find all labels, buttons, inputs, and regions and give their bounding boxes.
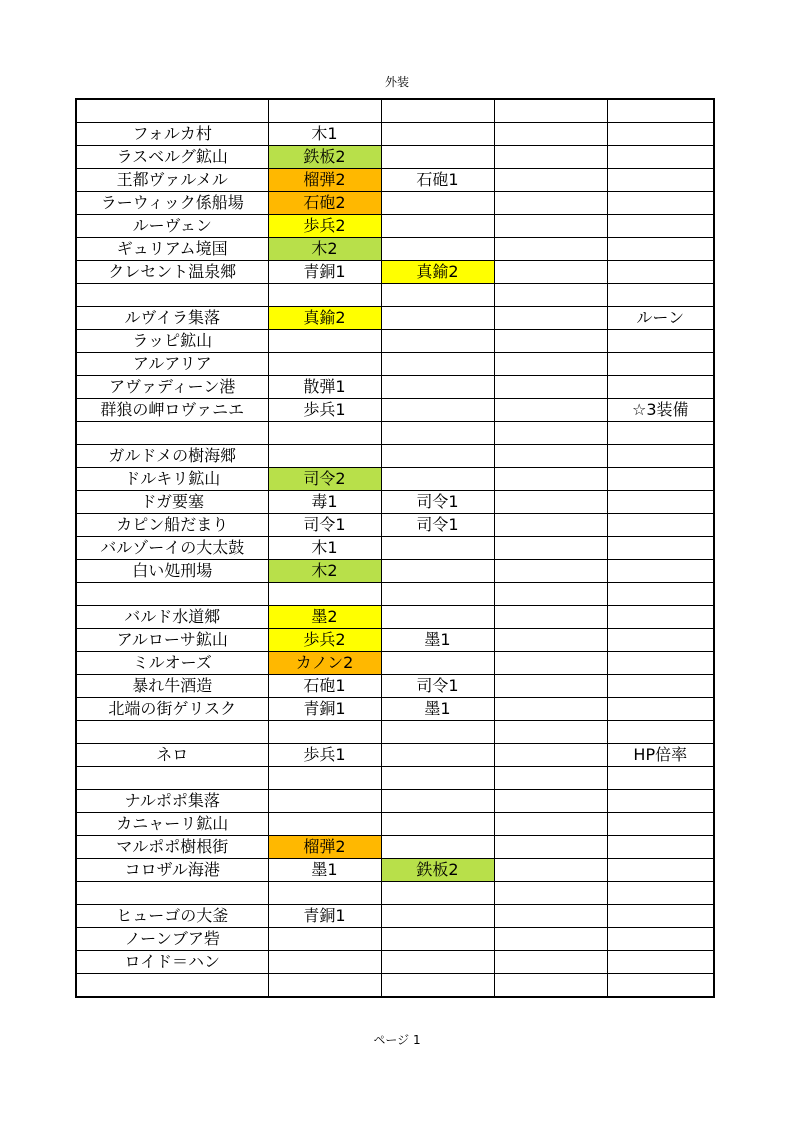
material-cell[interactable] xyxy=(268,721,381,744)
material-cell[interactable] xyxy=(607,330,714,353)
material-cell[interactable]: 木1 xyxy=(268,123,381,146)
material-cell[interactable] xyxy=(607,560,714,583)
table-row xyxy=(76,905,714,928)
location-cell[interactable]: ラッピ鉱山 xyxy=(76,330,268,353)
material-cell[interactable] xyxy=(494,514,607,537)
material-cell[interactable] xyxy=(607,583,714,606)
material-cell[interactable] xyxy=(494,905,607,928)
table-row xyxy=(76,146,714,169)
material-cell[interactable] xyxy=(381,146,494,169)
material-cell[interactable] xyxy=(607,767,714,790)
material-cell[interactable]: ☆3装備 xyxy=(607,399,714,422)
location-cell[interactable]: 王都ヴァルメル xyxy=(76,169,268,192)
material-cell[interactable]: 墨2 xyxy=(268,606,381,629)
material-cell[interactable] xyxy=(381,422,494,445)
table-row xyxy=(76,928,714,951)
table-row xyxy=(76,445,714,468)
table-row xyxy=(76,468,714,491)
table-row xyxy=(76,606,714,629)
material-cell[interactable]: 墨1 xyxy=(381,698,494,721)
material-cell[interactable] xyxy=(607,146,714,169)
material-cell[interactable] xyxy=(494,192,607,215)
material-cell[interactable] xyxy=(494,284,607,307)
material-cell[interactable] xyxy=(268,790,381,813)
material-cell[interactable] xyxy=(268,583,381,606)
material-cell[interactable] xyxy=(494,468,607,491)
material-cell[interactable] xyxy=(494,445,607,468)
table-row xyxy=(76,744,714,767)
material-cell[interactable] xyxy=(381,284,494,307)
location-cell[interactable] xyxy=(76,882,268,905)
material-cell[interactable] xyxy=(607,721,714,744)
location-cell[interactable]: ロイド＝ハン xyxy=(76,951,268,974)
material-cell[interactable] xyxy=(494,859,607,882)
material-cell[interactable] xyxy=(494,99,607,123)
material-cell[interactable]: ルーン xyxy=(607,307,714,330)
material-cell[interactable] xyxy=(381,330,494,353)
material-cell[interactable] xyxy=(268,951,381,974)
material-cell[interactable] xyxy=(494,583,607,606)
table-row xyxy=(76,698,714,721)
material-cell[interactable]: 榴弾2 xyxy=(268,836,381,859)
material-cell[interactable]: 司令1 xyxy=(381,675,494,698)
material-cell[interactable] xyxy=(268,330,381,353)
material-cell[interactable] xyxy=(381,238,494,261)
material-cell[interactable]: 石砲1 xyxy=(268,675,381,698)
material-cell[interactable] xyxy=(381,445,494,468)
location-cell[interactable]: アヴァディーン港 xyxy=(76,376,268,399)
material-cell[interactable] xyxy=(494,353,607,376)
material-cell[interactable]: 鉄板2 xyxy=(268,146,381,169)
location-cell[interactable] xyxy=(76,583,268,606)
material-cell[interactable] xyxy=(381,99,494,123)
material-cell[interactable]: 歩兵1 xyxy=(268,744,381,767)
material-cell[interactable] xyxy=(268,99,381,123)
material-cell[interactable] xyxy=(607,238,714,261)
table-row xyxy=(76,376,714,399)
material-cell[interactable] xyxy=(494,629,607,652)
material-cell[interactable] xyxy=(494,698,607,721)
material-cell[interactable] xyxy=(381,537,494,560)
location-cell[interactable]: ドガ要塞 xyxy=(76,491,268,514)
material-cell[interactable]: 石砲2 xyxy=(268,192,381,215)
location-cell[interactable]: 白い処刑場 xyxy=(76,560,268,583)
material-cell[interactable] xyxy=(381,652,494,675)
location-cell[interactable]: ヒューゴの大釜 xyxy=(76,905,268,928)
material-cell[interactable]: 真鍮2 xyxy=(268,307,381,330)
table-row xyxy=(76,721,714,744)
table-row xyxy=(76,813,714,836)
material-cell[interactable] xyxy=(268,928,381,951)
location-cell[interactable]: コロザル海港 xyxy=(76,859,268,882)
material-cell[interactable]: 青銅1 xyxy=(268,905,381,928)
material-cell[interactable] xyxy=(607,629,714,652)
material-cell[interactable]: 墨1 xyxy=(268,859,381,882)
material-cell[interactable] xyxy=(607,215,714,238)
material-cell[interactable] xyxy=(607,123,714,146)
material-cell[interactable] xyxy=(268,284,381,307)
material-cell[interactable]: 鉄板2 xyxy=(381,859,494,882)
material-cell[interactable]: 真鍮2 xyxy=(381,261,494,284)
table-row xyxy=(76,652,714,675)
location-cell[interactable]: ガルドメの樹海郷 xyxy=(76,445,268,468)
material-cell[interactable] xyxy=(268,445,381,468)
material-cell[interactable] xyxy=(268,422,381,445)
table-row xyxy=(76,169,714,192)
material-cell[interactable] xyxy=(381,813,494,836)
page-footer: ページ 1 xyxy=(373,1033,421,1047)
location-cell[interactable] xyxy=(76,974,268,998)
material-cell[interactable] xyxy=(381,606,494,629)
material-cell[interactable]: 木2 xyxy=(268,560,381,583)
material-cell[interactable] xyxy=(494,721,607,744)
location-cell[interactable]: ノーンブア砦 xyxy=(76,928,268,951)
material-cell[interactable] xyxy=(494,491,607,514)
material-cell[interactable] xyxy=(494,261,607,284)
table-row xyxy=(76,675,714,698)
material-cell[interactable] xyxy=(607,790,714,813)
location-cell[interactable]: ネロ xyxy=(76,744,268,767)
table-row xyxy=(76,537,714,560)
location-cell[interactable]: バルド水道郷 xyxy=(76,606,268,629)
location-cell[interactable]: ラーウィック係船場 xyxy=(76,192,268,215)
page-header: 外装 xyxy=(384,75,409,89)
material-cell[interactable] xyxy=(381,974,494,998)
material-cell[interactable] xyxy=(607,169,714,192)
location-cell[interactable]: フォルカ村 xyxy=(76,123,268,146)
material-cell[interactable] xyxy=(607,445,714,468)
material-cell[interactable] xyxy=(607,491,714,514)
material-cell[interactable]: 司令1 xyxy=(268,514,381,537)
material-cell[interactable] xyxy=(607,284,714,307)
material-cell[interactable] xyxy=(268,882,381,905)
material-cell[interactable] xyxy=(607,905,714,928)
table-row xyxy=(76,215,714,238)
table-row xyxy=(76,399,714,422)
table-row xyxy=(76,353,714,376)
material-cell[interactable] xyxy=(607,928,714,951)
material-cell[interactable]: 歩兵2 xyxy=(268,215,381,238)
material-cell[interactable] xyxy=(494,744,607,767)
material-cell[interactable] xyxy=(381,882,494,905)
material-cell[interactable] xyxy=(607,353,714,376)
table-row xyxy=(76,99,714,123)
table-row xyxy=(76,583,714,606)
material-cell[interactable] xyxy=(268,767,381,790)
material-cell[interactable] xyxy=(381,721,494,744)
material-cell[interactable] xyxy=(494,215,607,238)
material-cell[interactable] xyxy=(607,376,714,399)
material-cell[interactable] xyxy=(268,974,381,998)
material-cell[interactable]: カノン2 xyxy=(268,652,381,675)
location-cell[interactable]: ナルポポ集落 xyxy=(76,790,268,813)
material-cell[interactable] xyxy=(268,353,381,376)
material-cell[interactable]: 司令2 xyxy=(268,468,381,491)
material-cell[interactable]: 青銅1 xyxy=(268,698,381,721)
material-cell[interactable] xyxy=(494,652,607,675)
material-cell[interactable] xyxy=(494,307,607,330)
location-cell[interactable] xyxy=(76,99,268,123)
material-cell[interactable] xyxy=(381,790,494,813)
location-cell[interactable]: バルゾーイの大太鼓 xyxy=(76,537,268,560)
material-cell[interactable] xyxy=(607,261,714,284)
material-cell[interactable] xyxy=(607,99,714,123)
material-cell[interactable] xyxy=(381,376,494,399)
location-cell[interactable]: カニャーリ鉱山 xyxy=(76,813,268,836)
location-cell[interactable]: アルローサ鉱山 xyxy=(76,629,268,652)
material-cell[interactable] xyxy=(494,422,607,445)
material-cell[interactable] xyxy=(381,468,494,491)
material-cell[interactable] xyxy=(381,353,494,376)
table-row xyxy=(76,123,714,146)
table-row xyxy=(76,767,714,790)
location-cell[interactable]: ミルオーズ xyxy=(76,652,268,675)
material-cell[interactable] xyxy=(381,123,494,146)
material-cell[interactable] xyxy=(607,951,714,974)
material-cell[interactable] xyxy=(607,537,714,560)
location-cell[interactable] xyxy=(76,767,268,790)
location-cell[interactable]: ギュリアム境国 xyxy=(76,238,268,261)
material-cell[interactable] xyxy=(607,882,714,905)
location-cell[interactable]: 群狼の岬ロヴァニエ xyxy=(76,399,268,422)
material-cell[interactable]: 石砲1 xyxy=(381,169,494,192)
material-cell[interactable] xyxy=(494,974,607,998)
table-row xyxy=(76,951,714,974)
location-cell[interactable]: アルアリア xyxy=(76,353,268,376)
material-cell[interactable]: 歩兵1 xyxy=(268,399,381,422)
material-cell[interactable] xyxy=(607,836,714,859)
material-cell[interactable] xyxy=(494,836,607,859)
material-cell[interactable] xyxy=(381,583,494,606)
material-cell[interactable] xyxy=(494,767,607,790)
material-cell[interactable] xyxy=(607,698,714,721)
material-cell[interactable] xyxy=(381,307,494,330)
table-row xyxy=(76,284,714,307)
material-cell[interactable] xyxy=(494,376,607,399)
material-cell[interactable] xyxy=(494,606,607,629)
material-cell[interactable] xyxy=(494,928,607,951)
location-cell[interactable]: ドルキリ鉱山 xyxy=(76,468,268,491)
material-cell[interactable] xyxy=(494,537,607,560)
material-cell[interactable] xyxy=(381,767,494,790)
material-cell[interactable] xyxy=(607,859,714,882)
material-cell[interactable] xyxy=(494,790,607,813)
material-cell[interactable] xyxy=(381,399,494,422)
material-cell[interactable] xyxy=(494,813,607,836)
location-cell[interactable]: ルヴイラ集落 xyxy=(76,307,268,330)
location-cell[interactable]: 北端の街ゲリスク xyxy=(76,698,268,721)
material-cell[interactable]: 木1 xyxy=(268,537,381,560)
location-cell[interactable]: クレセント温泉郷 xyxy=(76,261,268,284)
material-cell[interactable] xyxy=(381,744,494,767)
material-cell[interactable] xyxy=(268,813,381,836)
material-cell[interactable] xyxy=(494,399,607,422)
location-cell[interactable] xyxy=(76,721,268,744)
spreadsheet-body xyxy=(76,99,714,997)
table-row xyxy=(76,836,714,859)
material-cell[interactable] xyxy=(494,123,607,146)
table-row xyxy=(76,629,714,652)
material-cell[interactable]: HP倍率 xyxy=(607,744,714,767)
spreadsheet-table xyxy=(75,98,715,998)
material-cell[interactable] xyxy=(607,813,714,836)
material-cell[interactable]: 司令1 xyxy=(381,514,494,537)
location-cell[interactable]: ラスベルグ鉱山 xyxy=(76,146,268,169)
table-row xyxy=(76,514,714,537)
material-cell[interactable] xyxy=(607,652,714,675)
material-cell[interactable] xyxy=(607,468,714,491)
material-cell[interactable] xyxy=(607,192,714,215)
table-row xyxy=(76,859,714,882)
material-cell[interactable] xyxy=(607,514,714,537)
table-row xyxy=(76,330,714,353)
table-row xyxy=(76,261,714,284)
material-cell[interactable] xyxy=(381,192,494,215)
location-cell[interactable]: 暴れ牛酒造 xyxy=(76,675,268,698)
material-cell[interactable] xyxy=(494,951,607,974)
location-cell[interactable] xyxy=(76,284,268,307)
material-cell[interactable]: 青銅1 xyxy=(268,261,381,284)
material-cell[interactable] xyxy=(494,169,607,192)
material-cell[interactable] xyxy=(494,330,607,353)
material-cell[interactable] xyxy=(494,238,607,261)
table-row xyxy=(76,790,714,813)
material-cell[interactable]: 毒1 xyxy=(268,491,381,514)
table-row xyxy=(76,491,714,514)
material-cell[interactable] xyxy=(494,146,607,169)
location-cell[interactable]: ルーヴェン xyxy=(76,215,268,238)
material-cell[interactable]: 歩兵2 xyxy=(268,629,381,652)
table-row xyxy=(76,974,714,998)
material-cell[interactable] xyxy=(381,836,494,859)
table-row xyxy=(76,238,714,261)
material-cell[interactable]: 榴弾2 xyxy=(268,169,381,192)
material-cell[interactable] xyxy=(494,560,607,583)
material-cell[interactable] xyxy=(494,882,607,905)
location-cell[interactable]: マルポポ樹根街 xyxy=(76,836,268,859)
table-row xyxy=(76,422,714,445)
material-cell[interactable] xyxy=(381,951,494,974)
table-row xyxy=(76,560,714,583)
material-cell[interactable]: 木2 xyxy=(268,238,381,261)
material-cell[interactable] xyxy=(607,606,714,629)
material-cell[interactable]: 墨1 xyxy=(381,629,494,652)
material-cell[interactable]: 散弾1 xyxy=(268,376,381,399)
location-cell[interactable] xyxy=(76,422,268,445)
location-cell[interactable]: カピン船だまり xyxy=(76,514,268,537)
table-row xyxy=(76,192,714,215)
material-cell[interactable] xyxy=(494,675,607,698)
material-cell[interactable] xyxy=(381,560,494,583)
material-cell[interactable] xyxy=(381,928,494,951)
table-row xyxy=(76,307,714,330)
material-cell[interactable] xyxy=(381,905,494,928)
material-cell[interactable] xyxy=(607,675,714,698)
material-cell[interactable] xyxy=(607,974,714,998)
material-cell[interactable]: 司令1 xyxy=(381,491,494,514)
material-cell[interactable] xyxy=(381,215,494,238)
material-cell[interactable] xyxy=(607,422,714,445)
table-row xyxy=(76,882,714,905)
